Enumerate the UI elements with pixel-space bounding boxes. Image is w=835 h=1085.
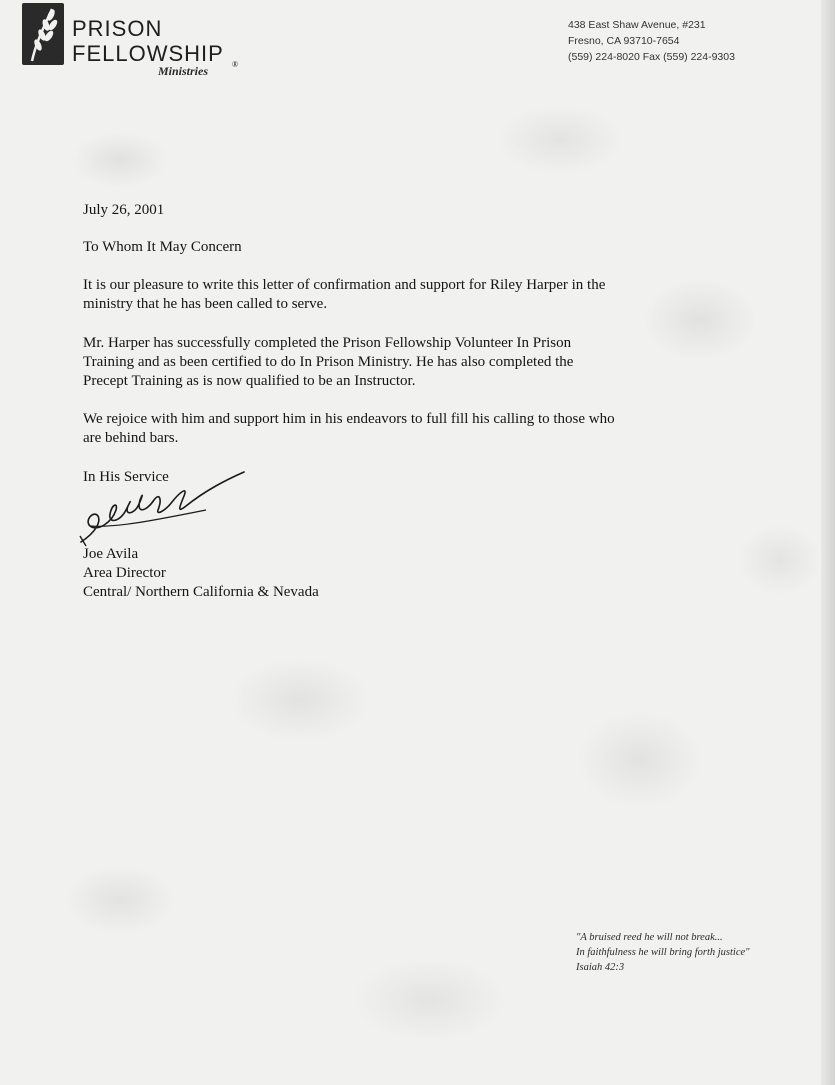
quote-line: In faithfulness he will bring forth justice" <box>576 947 750 958</box>
letter-paragraph-1 <box>83 276 605 314</box>
org-name-line3: Ministries <box>158 64 209 78</box>
quote-citation: Isaiah 42:3 <box>576 962 625 973</box>
paragraph-line: are behind bars. <box>83 430 179 446</box>
quote-line: "A bruised reed he will not break... <box>576 932 723 943</box>
salutation-text: To Whom It May Concern <box>83 239 242 255</box>
page-edge <box>821 0 835 1085</box>
paragraph-line: Precept Training as is now qualified to be an Instructor. <box>83 373 416 389</box>
handwritten-signature <box>76 470 251 550</box>
address-line: Fresno, CA 93710-7654 <box>568 35 680 47</box>
date-text: July 26, 2001 <box>83 202 165 218</box>
signer-region: Central/ Northern California & Nevada <box>83 584 319 600</box>
letterhead-address <box>568 17 735 65</box>
paragraph-line: It is our pleasure to write this letter of confirmation and support for Riley Harper in the <box>83 277 606 293</box>
address-line: (559) 224-8020 Fax (559) 224-9303 <box>568 51 735 63</box>
signer-name: Joe Avila <box>83 546 139 562</box>
address-line: 438 East Shaw Avenue, #231 <box>568 19 706 31</box>
paragraph-line: Mr. Harper has successfully completed the Prison Fellowship Volunteer In Prison <box>83 335 572 351</box>
letter-paragraph-2 <box>83 334 573 391</box>
footer-quote <box>576 930 750 975</box>
signer-block <box>83 545 319 602</box>
registered-mark: ® <box>232 60 239 69</box>
letter-paragraph-3 <box>83 410 615 448</box>
letter-salutation <box>83 238 242 257</box>
paragraph-line: ministry that he has been called to serve. <box>83 296 328 312</box>
closing-text: In His Service <box>83 469 169 485</box>
paragraph-line: Training and as been certified to do In Prison Ministry. He has also completed the <box>83 354 574 370</box>
prison-fellowship-logo-icon <box>22 3 64 65</box>
org-name-line2: FELLOWSHIP <box>72 41 224 66</box>
letter-date <box>83 201 164 220</box>
paragraph-line: We rejoice with him and support him in his endeavors to full fill his calling to those who <box>83 411 615 427</box>
signer-title: Area Director <box>83 565 166 581</box>
org-name-line1: PRISON <box>72 16 163 41</box>
